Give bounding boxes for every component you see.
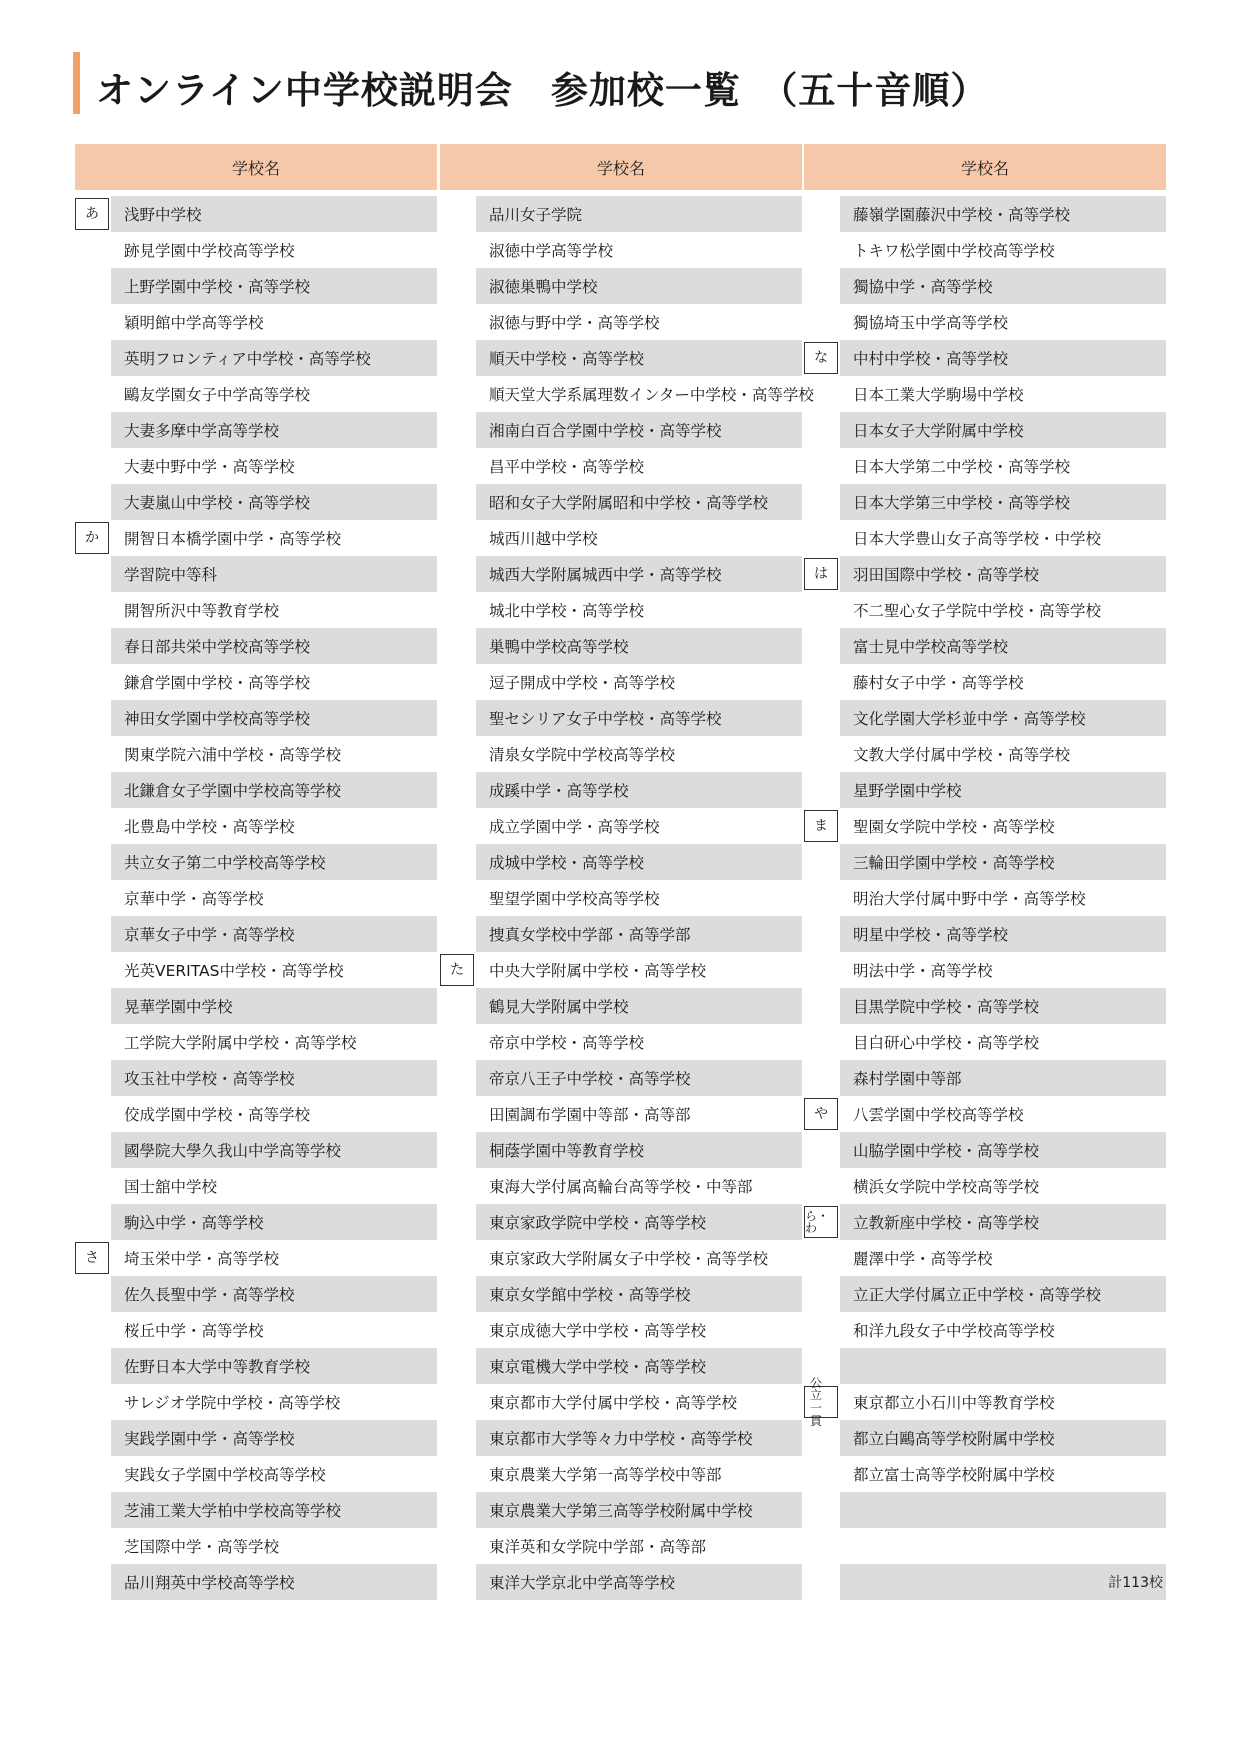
school-name: 日本女子大学附属中学校 <box>840 412 1166 448</box>
table-row <box>75 1528 437 1564</box>
table-row <box>440 1348 802 1384</box>
table-row <box>804 628 1166 664</box>
kana-index-label: や <box>804 1098 838 1130</box>
table-row <box>75 232 437 268</box>
school-name: 三輪田学園中学校・高等学校 <box>840 844 1166 880</box>
school-name: 東洋英和女学院中学部・高等部 <box>489 1538 707 1556</box>
school-name: 逗子開成中学校・高等学校 <box>489 674 676 692</box>
table-row <box>75 1060 437 1096</box>
table-row <box>804 1276 1166 1312</box>
school-name: 東京家政学院中学校・高等学校 <box>476 1204 802 1240</box>
school-name: 順天堂大学系属理数インター中学校・高等学校 <box>489 386 814 404</box>
table-row <box>440 412 802 448</box>
table-row <box>440 628 802 664</box>
school-name <box>840 1348 1166 1384</box>
table-row <box>804 1348 1166 1384</box>
school-name: 東京農業大学第三高等学校附属中学校 <box>476 1492 802 1528</box>
table-row <box>75 844 437 880</box>
school-name: 品川翔英中学校高等学校 <box>111 1564 437 1600</box>
school-name: 桐蔭学園中等教育学校 <box>476 1132 802 1168</box>
table-row <box>440 736 802 772</box>
table-row <box>75 1348 437 1384</box>
kana-index-label: 公立一貫 <box>804 1386 838 1418</box>
kana-index-label: か <box>75 522 109 554</box>
table-row <box>440 1528 802 1564</box>
table-row <box>75 556 437 592</box>
table-row <box>75 1168 437 1204</box>
table-row <box>75 772 437 808</box>
table-row <box>804 880 1166 916</box>
school-name: 東京電機大学中学校・高等学校 <box>476 1348 802 1384</box>
school-name: 不二聖心女子学院中学校・高等学校 <box>853 602 1102 620</box>
school-name: 鷗友学園女子中学高等学校 <box>124 386 311 404</box>
table-row <box>804 1132 1166 1168</box>
table-row <box>804 412 1166 448</box>
table-row <box>440 340 802 376</box>
school-name: 清泉女学院中学校高等学校 <box>489 746 676 764</box>
table-row <box>804 232 1166 268</box>
table-row <box>440 952 802 988</box>
school-name: 日本大学第二中学校・高等学校 <box>853 458 1071 476</box>
table-row <box>75 1096 437 1132</box>
table-row <box>440 556 802 592</box>
school-name: 立教新座中学校・高等学校 <box>840 1204 1166 1240</box>
school-name: 國學院大學久我山中学高等学校 <box>111 1132 437 1168</box>
school-name: 北豊島中学校・高等学校 <box>124 818 295 836</box>
kana-index-label: な <box>804 342 838 374</box>
table-row <box>804 376 1166 412</box>
school-name: 城西川越中学校 <box>489 530 598 548</box>
table-row <box>75 412 437 448</box>
total-count-row <box>804 1564 1166 1600</box>
table-row <box>440 772 802 808</box>
table-row <box>804 448 1166 484</box>
title-accent-bar <box>73 52 80 114</box>
kana-index-label: あ <box>75 198 109 230</box>
table-row <box>804 1096 1166 1132</box>
table-row <box>804 772 1166 808</box>
school-name: 東京都立小石川中等教育学校 <box>853 1394 1055 1412</box>
kana-index-label: た <box>440 954 474 986</box>
table-row <box>440 1276 802 1312</box>
table-row <box>75 700 437 736</box>
school-name: 昌平中学校・高等学校 <box>489 458 645 476</box>
school-name: 東海大学付属高輪台高等学校・中等部 <box>489 1178 753 1196</box>
school-name: 東京家政大学附属女子中学校・高等学校 <box>489 1250 769 1268</box>
school-name: 都立富士高等学校附属中学校 <box>853 1466 1055 1484</box>
table-row <box>440 448 802 484</box>
school-name: 順天中学校・高等学校 <box>476 340 802 376</box>
table-row <box>75 916 437 952</box>
table-row <box>75 1024 437 1060</box>
column-header: 学校名 <box>75 144 437 190</box>
table-row <box>804 1240 1166 1276</box>
school-name: 淑徳中学高等学校 <box>489 242 614 260</box>
table-row <box>804 484 1166 520</box>
school-name: 駒込中学・高等学校 <box>111 1204 437 1240</box>
school-name: 共立女子第二中学校高等学校 <box>111 844 437 880</box>
school-name: 東洋大学京北中学高等学校 <box>476 1564 802 1600</box>
school-name: 巣鴨中学校高等学校 <box>476 628 802 664</box>
school-name: 藤村女子中学・高等学校 <box>853 674 1024 692</box>
school-name: 森村学園中等部 <box>840 1060 1166 1096</box>
school-name: 文化学園大学杉並中学・高等学校 <box>840 700 1166 736</box>
table-row <box>440 1384 802 1420</box>
school-list <box>804 196 1166 1600</box>
school-list <box>440 196 814 1600</box>
school-name: 実践女子学園中学校高等学校 <box>124 1466 326 1484</box>
table-row <box>804 664 1166 700</box>
school-name: 湘南白百合学園中学校・高等学校 <box>476 412 802 448</box>
kana-index-label: さ <box>75 1242 109 1274</box>
table-row <box>75 592 437 628</box>
school-name: 都立白鷗高等学校附属中学校 <box>840 1420 1166 1456</box>
school-name: 日本大学豊山女子高等学校・中学校 <box>853 530 1102 548</box>
school-name: 京華女子中学・高等学校 <box>111 916 437 952</box>
table-row <box>804 1168 1166 1204</box>
table-row <box>440 1024 802 1060</box>
table-row <box>75 268 437 304</box>
school-name: 捜真女学校中学部・高等学部 <box>476 916 802 952</box>
school-name: 開智日本橋学園中学・高等学校 <box>124 530 342 548</box>
school-name <box>840 1492 1166 1528</box>
table-row <box>804 1492 1166 1528</box>
school-name: 佐久長聖中学・高等学校 <box>111 1276 437 1312</box>
table-row <box>75 1204 437 1240</box>
table-row <box>75 1132 437 1168</box>
table-row <box>440 232 802 268</box>
school-name: 東京都市大学等々力中学校・高等学校 <box>476 1420 802 1456</box>
kana-index-label: ら・わ <box>804 1206 838 1238</box>
table-row <box>75 664 437 700</box>
table-row <box>804 520 1166 556</box>
table-row <box>804 268 1166 304</box>
table-row <box>440 376 814 412</box>
table-row <box>75 988 437 1024</box>
table-row <box>804 736 1166 772</box>
school-name: 実践学園中学・高等学校 <box>111 1420 437 1456</box>
table-row <box>804 556 1166 592</box>
school-name: 城西大学附属城西中学・高等学校 <box>476 556 802 592</box>
school-name: 成蹊中学・高等学校 <box>476 772 802 808</box>
school-name: 城北中学校・高等学校 <box>489 602 645 620</box>
page-title: オンライン中学校説明会 参加校一覧 （五十音順） <box>96 69 989 112</box>
table-row <box>804 1060 1166 1096</box>
kana-index-label: は <box>804 558 838 590</box>
column-header: 学校名 <box>804 144 1166 190</box>
school-name: 成立学園中学・高等学校 <box>489 818 660 836</box>
table-row <box>75 952 437 988</box>
table-row <box>804 700 1166 736</box>
school-name: 羽田国際中学校・高等学校 <box>840 556 1166 592</box>
school-name: 工学院大学附属中学校・高等学校 <box>124 1034 357 1052</box>
table-row <box>75 1240 437 1276</box>
school-name: 淑徳巣鴨中学校 <box>476 268 802 304</box>
school-name: 開智所沢中等教育学校 <box>124 602 280 620</box>
school-name: 佐野日本大学中等教育学校 <box>111 1348 437 1384</box>
school-name: 目白研心中学校・高等学校 <box>853 1034 1040 1052</box>
school-name: 北鎌倉女子学園中学校高等学校 <box>111 772 437 808</box>
school-name: 中央大学附属中学校・高等学校 <box>489 962 707 980</box>
school-name: 跡見学園中学校高等学校 <box>124 242 295 260</box>
table-row <box>440 664 802 700</box>
school-column-2 <box>440 144 814 1600</box>
kana-index-label: ま <box>804 810 838 842</box>
table-row <box>75 628 437 664</box>
table-row <box>440 880 802 916</box>
table-row <box>440 808 802 844</box>
table-row <box>804 304 1166 340</box>
school-name: 国士舘中学校 <box>124 1178 218 1196</box>
school-name: 東京都市大学付属中学校・高等学校 <box>489 1394 738 1412</box>
school-name: 中村中学校・高等学校 <box>840 340 1166 376</box>
school-name: 山脇学園中学校・高等学校 <box>840 1132 1166 1168</box>
school-name: 鶴見大学附属中学校 <box>476 988 802 1024</box>
school-name: 昭和女子大学附属昭和中学校・高等学校 <box>476 484 802 520</box>
school-name: 帝京八王子中学校・高等学校 <box>476 1060 802 1096</box>
table-row <box>75 1492 437 1528</box>
table-row <box>440 700 802 736</box>
table-row <box>75 196 437 232</box>
school-list <box>75 196 437 1600</box>
school-name: 関東学院六浦中学校・高等学校 <box>124 746 342 764</box>
school-name: 春日部共栄中学校高等学校 <box>111 628 437 664</box>
total-count: 計113校 <box>840 1564 1166 1600</box>
table-row <box>440 304 802 340</box>
table-row <box>804 1420 1166 1456</box>
table-row <box>440 844 802 880</box>
school-name: 上野学園中学校・高等学校 <box>111 268 437 304</box>
table-row <box>75 376 437 412</box>
school-name: 目黒学院中学校・高等学校 <box>840 988 1166 1024</box>
table-row <box>440 1312 802 1348</box>
school-name: 獨協埼玉中学高等学校 <box>853 314 1009 332</box>
table-row <box>440 1132 802 1168</box>
table-row <box>804 988 1166 1024</box>
table-row <box>75 736 437 772</box>
table-row <box>440 1240 802 1276</box>
table-row <box>804 1312 1166 1348</box>
table-row <box>440 1168 802 1204</box>
table-row <box>440 916 802 952</box>
table-row <box>804 1456 1166 1492</box>
table-row <box>440 1456 802 1492</box>
school-name: 日本大学第三中学校・高等学校 <box>840 484 1166 520</box>
table-row <box>804 1375 1166 1428</box>
school-name: 獨協中学・高等学校 <box>840 268 1166 304</box>
school-name: 京華中学・高等学校 <box>124 890 264 908</box>
table-row <box>804 808 1166 844</box>
school-name: 光英VERITAS中学校・高等学校 <box>124 962 344 980</box>
school-name: 埼玉栄中学・高等学校 <box>124 1250 280 1268</box>
table-row <box>440 1564 802 1600</box>
school-name: 田園調布学園中等部・高等部 <box>489 1106 691 1124</box>
table-row <box>75 340 437 376</box>
school-name: 八雲学園中学校高等学校 <box>853 1106 1024 1124</box>
table-row <box>75 1420 437 1456</box>
table-row <box>440 592 802 628</box>
table-row <box>75 1276 437 1312</box>
table-row <box>804 196 1166 232</box>
school-name: 東京農業大学第一高等学校中等部 <box>489 1466 722 1484</box>
school-name: 富士見中学校高等学校 <box>840 628 1166 664</box>
table-row <box>440 988 802 1024</box>
school-name: 聖セシリア女子中学校・高等学校 <box>476 700 802 736</box>
table-row <box>75 304 437 340</box>
school-name: 穎明館中学高等学校 <box>124 314 264 332</box>
school-name: 英明フロンティア中学校・高等学校 <box>111 340 437 376</box>
school-name: 大妻中野中学・高等学校 <box>124 458 295 476</box>
school-name <box>840 1528 1166 1564</box>
table-row <box>440 196 802 232</box>
school-name: 麗澤中学・高等学校 <box>853 1250 993 1268</box>
school-name: 晃華学園中学校 <box>111 988 437 1024</box>
school-name: 聖園女学院中学校・高等学校 <box>853 818 1055 836</box>
school-name: 明治大学付属中野中学・高等学校 <box>853 890 1086 908</box>
table-row <box>440 520 802 556</box>
school-name: 聖望学園中学校高等学校 <box>489 890 660 908</box>
school-name: サレジオ学院中学校・高等学校 <box>124 1394 341 1412</box>
table-row <box>804 952 1166 988</box>
table-row <box>440 1492 802 1528</box>
school-column-3 <box>804 144 1166 1600</box>
table-row <box>440 1420 802 1456</box>
table-row <box>440 1204 802 1240</box>
table-row <box>804 844 1166 880</box>
school-name: 佼成学園中学校・高等学校 <box>124 1106 311 1124</box>
table-row <box>440 1096 802 1132</box>
table-row <box>804 1204 1166 1240</box>
column-header: 学校名 <box>440 144 802 190</box>
school-name: 東京成徳大学中学校・高等学校 <box>489 1322 707 1340</box>
table-row <box>440 268 802 304</box>
school-name: 神田女学園中学校高等学校 <box>111 700 437 736</box>
table-row <box>804 592 1166 628</box>
table-row <box>75 1384 437 1420</box>
table-row <box>75 448 437 484</box>
school-name: 文教大学付属中学校・高等学校 <box>853 746 1071 764</box>
table-row <box>804 916 1166 952</box>
school-name: 立正大学付属立正中学校・高等学校 <box>840 1276 1166 1312</box>
school-name: 大妻多摩中学高等学校 <box>111 412 437 448</box>
school-name: 和洋九段女子中学校高等学校 <box>853 1322 1055 1340</box>
table-row <box>440 484 802 520</box>
table-row <box>804 1528 1166 1564</box>
table-row <box>75 520 437 556</box>
school-name: 淑徳与野中学・高等学校 <box>489 314 660 332</box>
school-name: 鎌倉学園中学校・高等学校 <box>124 674 311 692</box>
school-name: 東京女学館中学校・高等学校 <box>476 1276 802 1312</box>
school-name: 明星中学校・高等学校 <box>840 916 1166 952</box>
table-row <box>440 1060 802 1096</box>
school-name: 星野学園中学校 <box>840 772 1166 808</box>
school-name: 帝京中学校・高等学校 <box>489 1034 645 1052</box>
school-name: 品川女子学院 <box>476 196 802 232</box>
school-name: 大妻嵐山中学校・高等学校 <box>111 484 437 520</box>
school-name: 学習院中等科 <box>111 556 437 592</box>
school-name: 明法中学・高等学校 <box>853 962 993 980</box>
school-name: 芝浦工業大学柏中学校高等学校 <box>111 1492 437 1528</box>
school-name: 成城中学校・高等学校 <box>476 844 802 880</box>
school-name: 桜丘中学・高等学校 <box>124 1322 264 1340</box>
table-row <box>75 1564 437 1600</box>
table-row <box>804 340 1166 376</box>
table-row <box>75 808 437 844</box>
table-row <box>75 880 437 916</box>
school-column-1 <box>75 144 437 1600</box>
table-row <box>804 1024 1166 1060</box>
school-name: 藤嶺学園藤沢中学校・高等学校 <box>840 196 1166 232</box>
table-row <box>75 1456 437 1492</box>
school-name: 日本工業大学駒場中学校 <box>853 386 1024 404</box>
table-row <box>75 484 437 520</box>
school-name: 攻玉社中学校・高等学校 <box>111 1060 437 1096</box>
school-name: 横浜女学院中学校高等学校 <box>853 1178 1040 1196</box>
school-name: トキワ松学園中学校高等学校 <box>853 242 1055 260</box>
table-row <box>75 1312 437 1348</box>
school-name: 浅野中学校 <box>111 196 437 232</box>
school-name: 芝国際中学・高等学校 <box>124 1538 280 1556</box>
